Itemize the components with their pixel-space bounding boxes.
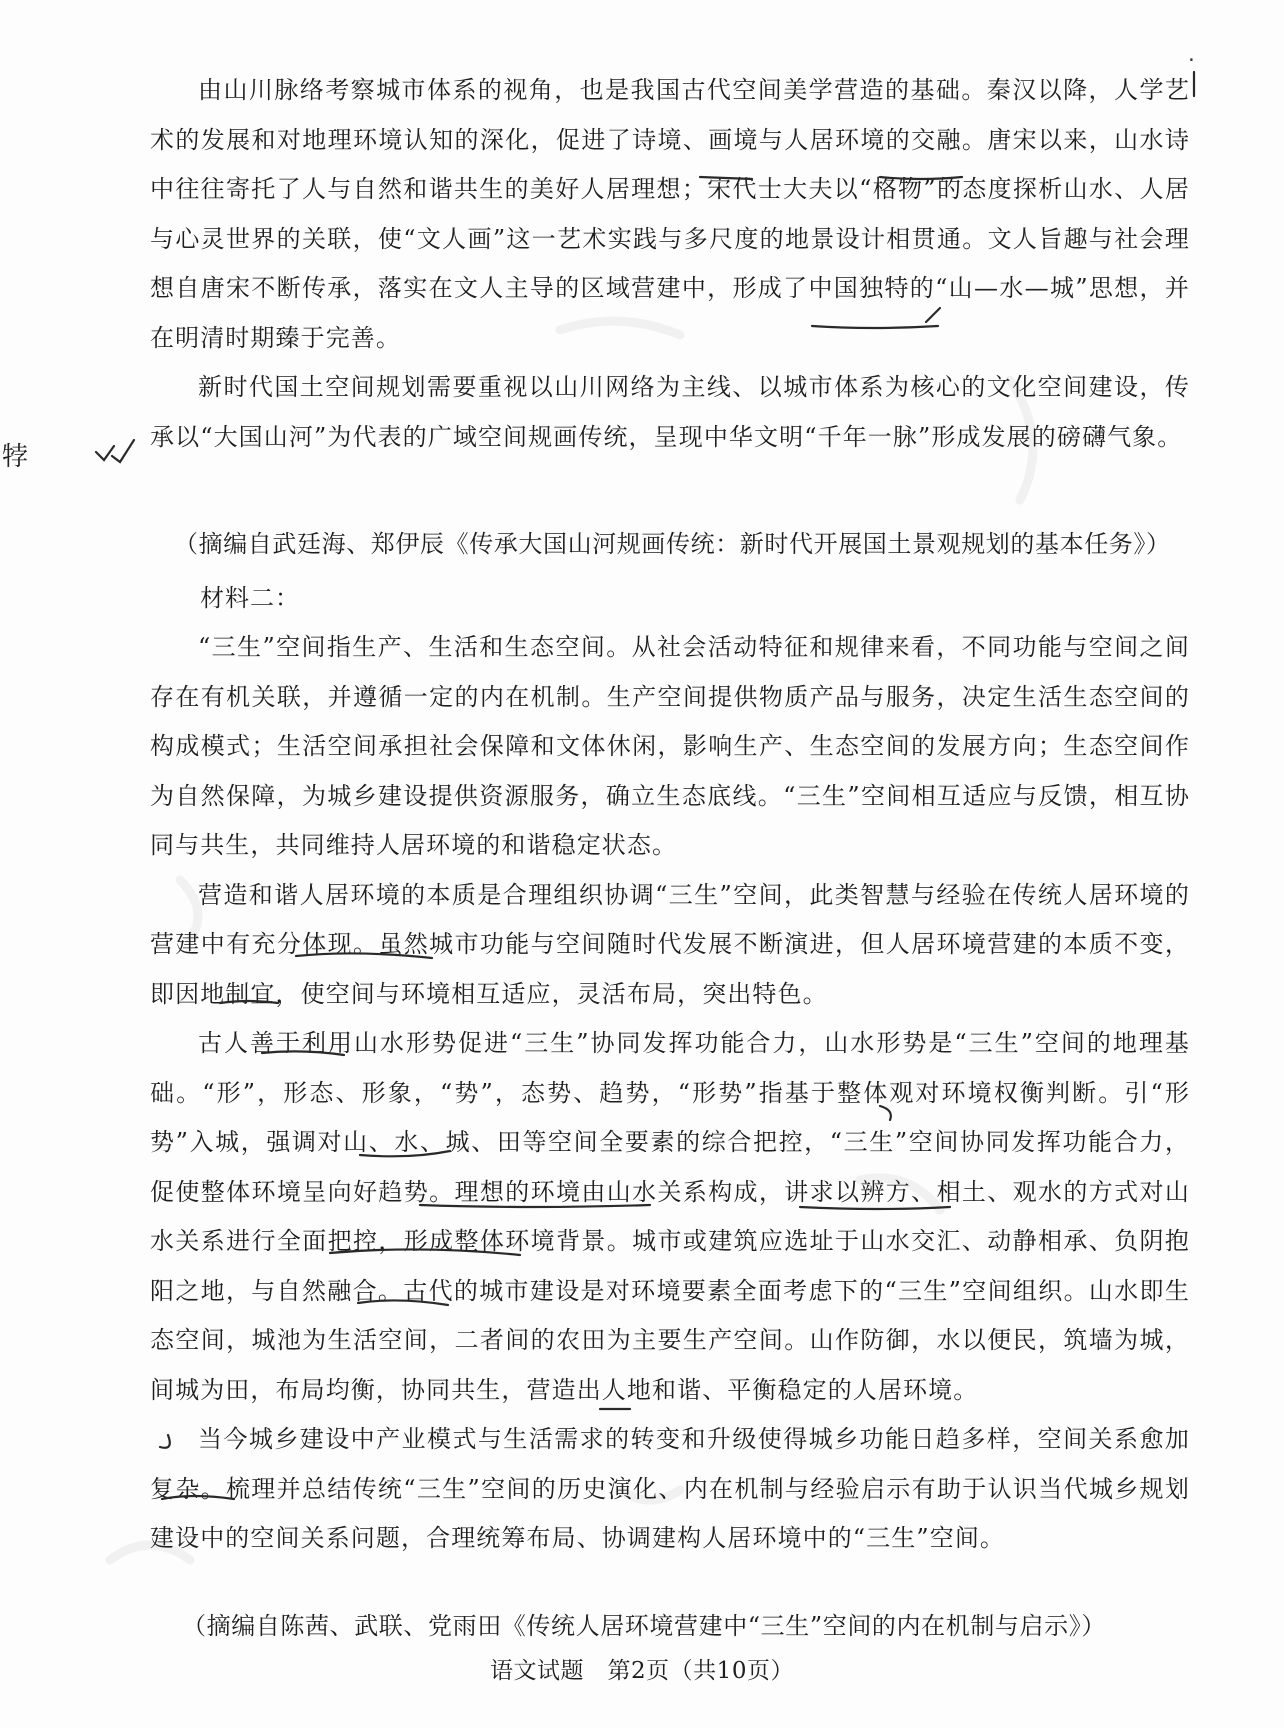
- material-2-paragraph-1: “三生”空间指生产、生活和生态空间。从社会活动特征和规律来看，不同功能与空间之间存在有机关联，并遵循一定的内在机制。生产空间提供物质产品与服务，决定生活生态空间的构成模式；生活空间承担社会保障和文体休闲，影响生产、生态空间的发展方向；生态空间作为自然保障，为城乡建设提供资源服务，确立生态底线。“三生”空间相互适应与反馈，相互协同与共生，共同维持人居环境的和谐稳定状态。: [150, 633, 1190, 859]
- margin-handwritten-mark: 㹀: [2, 442, 29, 472]
- material-2-paragraph-2: 营造和谐人居环境的本质是合理组织协调“三生”空间，此类智慧与经验在传统人居环境的营建中有充分体现。虽然城市功能与空间随时代发展不断演进，但人居环境营建的本质不变，即因地制宜，使空间与环境相互适应，灵活布局，突出特色。: [150, 880, 1190, 1008]
- page-footer: 语文试题 第2页（共10页）: [490, 1658, 794, 1684]
- material-1-paragraph-2: 新时代国土空间规划需要重视以山川网络为主线、以城市体系为核心的文化空间建设，传承以“大国山河”为代表的广域空间规画传统，呈现中华文明“千年一脉”形成发展的磅礴气象。: [150, 373, 1190, 451]
- material-2-passage: [150, 623, 1190, 1564]
- material-2-source: （摘编自陈茜、武联、党雨田《传统人居环境营建中“三生”空间的内在机制与启示》）: [182, 1612, 1106, 1640]
- material-1-passage: [150, 66, 1190, 462]
- material-2-paragraph-4: 当今城乡建设中产业模式与生活需求的转变和升级使得城乡功能日趋多样，空间关系愈加复杂。梳理并总结传统“三生”空间的历史演化、内在机制与经验启示有助于认识当代城乡规划建设中的空间关系问题，合理统筹布局、协调建构人居环境中的“三生”空间。: [150, 1425, 1190, 1552]
- material-2-paragraph-3: 古人善于利用山水形势促进“三生”协同发挥功能合力，山水形势是“三生”空间的地理基础。“形”，形态、形象，“势”，态势、趋势，“形势”指基于整体观对环境权衡判断。引“形势”入城，强调对山、水、城、田等空间全要素的综合把控，“三生”空间协同发挥功能合力，促使整体环境呈向好趋势。理想的环境由山水关系构成，讲求以辨方、相土、观水的方式对山水关系进行全面把控，形成整体环境背景。城市或建筑应选址于山水交汇、动静相承、负阴抱阳之地，与自然融合。古代的城市建设是对环境要素全面考虑下的“三生”空间组织。山水即生态空间，城池为生活空间，二者间的农田为主要生产空间。山作防御，水以便民，筑墙为城，间城为田，布局均衡，协同共生，营造出人地和谐、平衡稳定的人居环境。: [150, 1029, 1190, 1404]
- material-2-heading: 材料二：: [200, 584, 300, 612]
- edge-dot-mark: ·: [1186, 50, 1197, 71]
- material-1-source: （摘编自武廷海、郑伊辰《传承大国山河规画传统：新时代开展国土景观规划的基本任务》）: [174, 530, 1171, 558]
- material-1-paragraph-1: 由山川脉络考察城市体系的视角，也是我国古代空间美学营造的基础。秦汉以降，人学艺术的发展和对地理环境认知的深化，促进了诗境、画境与人居环境的交融。唐宋以来，山水诗中往往寄托了人与自然和谐共生的美好人居理想；宋代士大夫以“格物”的态度探析山水、人居与心灵世界的关联，使“文人画”这一艺术实践与多尺度的地景设计相贯通。文人旨趣与社会理想自唐宋不断传承，落实在文人主导的区域营建中，形成了中国独特的“山—水—城”思想，并在明清时期臻于完善。: [150, 76, 1190, 352]
